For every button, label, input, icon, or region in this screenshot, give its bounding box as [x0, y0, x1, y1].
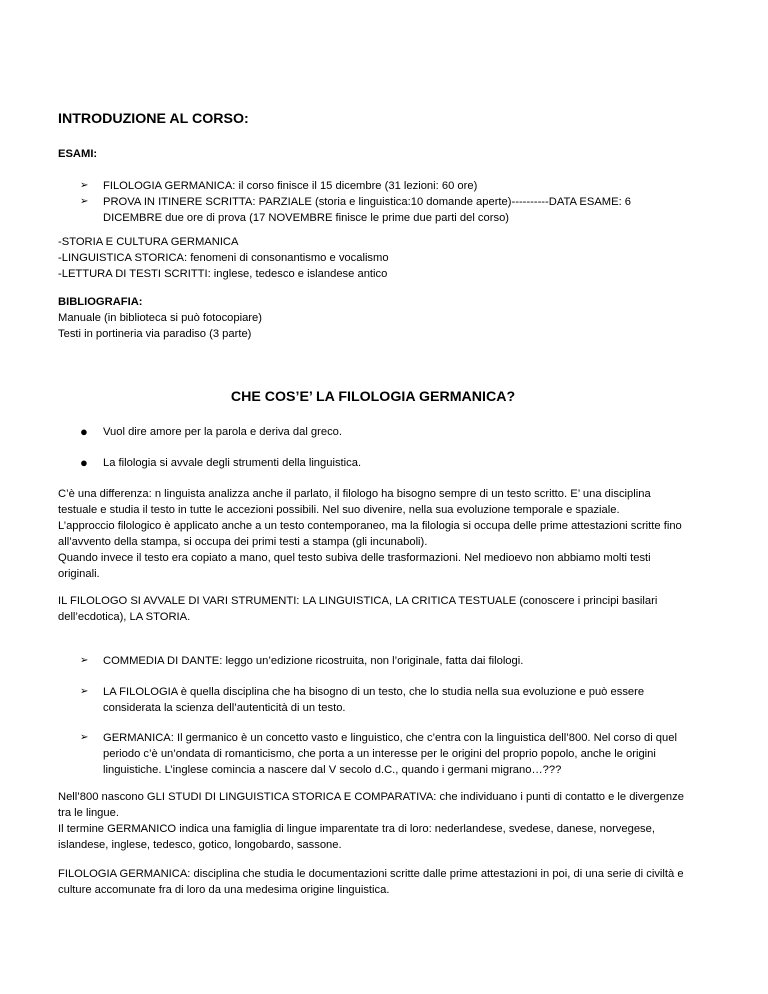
list-item-text: FILOLOGIA GERMANICA: il corso finisce il 15 dicembre (31 lezioni: 60 ore) — [103, 180, 478, 192]
list-item — [80, 730, 680, 778]
list-item-text: COMMEDIA DI DANTE: leggo un’edizione ricostruita, non l’originale, fatta dai filologi. — [103, 655, 524, 667]
arrow-bullet-icon: ➢ — [80, 655, 89, 666]
esami-label: ESAMI: — [58, 148, 98, 160]
arrow-bullet-icon: ➢ — [80, 196, 89, 207]
paragraph-line: Nell’800 nascono GLI STUDI DI LINGUISTICA STORICA E COMPARATIVA: che individuano i punti di contatto e le divergenze tra le lingue. — [58, 791, 684, 819]
bullet-list — [80, 455, 680, 471]
paragraph-line: FILOLOGIA GERMANICA: disciplina che studia le documentazioni scritte dalle prime attestazioni in poi, di una serie di civiltà e culture accomunate fra di loro da una medesima origine linguistica. — [58, 868, 684, 896]
list-item-text: Vuol dire amore per la parola e deriva dal greco. — [103, 426, 343, 438]
list-item — [80, 653, 680, 669]
paragraph-line: Il termine GERMANICO indica una famiglia di lingue imparentate tra di loro: nederlandese, svedese, danese, norvegese, islandese, inglese, tedesco, gotico, longobardo, sassone. — [58, 823, 655, 851]
arrow-list-filologia — [80, 684, 680, 716]
bullet-icon: ● — [80, 455, 88, 470]
paragraph-differenza — [58, 486, 688, 582]
arrow-bullet-icon: ➢ — [80, 180, 89, 191]
list-item-text: LA FILOLOGIA è quella disciplina che ha bisogno di un testo, che lo studia nella sua evoluzione e può essere considerata la scienza dell’autenticità di un testo. — [103, 686, 645, 714]
bibliografia-line: Testi in portineria via paradiso (3 parte) — [58, 328, 252, 340]
topic-line: -LETTURA DI TESTI SCRITTI: inglese, tedesco e islandese antico — [58, 268, 388, 280]
paragraph-line: L’approccio filologico è applicato anche a un testo contemporaneo, ma la filologia si occupa delle prime attestazioni scritte fino all’avvento della stampa, si occupa dei primi testi a stampa (gli incunaboli). — [58, 520, 682, 548]
list-item — [80, 424, 680, 440]
list-item — [80, 684, 680, 716]
paragraph-line: IL FILOLOGO SI AVVALE DI VARI STRUMENTI: LA LINGUISTICA, LA CRITICA TESTUALE (conoscere i principi basilari dell’ecdotica), LA STORIA. — [58, 595, 658, 623]
bibliografia-line: Manuale (in biblioteca si può fotocopiare) — [58, 312, 262, 324]
list-item-text: PROVA IN ITINERE SCRITTA: PARZIALE (storia e linguistica:10 domande aperte)----------DATA ESAME: 6 DICEMBRE due ore di prova (17 NOVEMBRE finisce le prime due parti del corso) — [103, 196, 632, 224]
arrow-list-filologia — [80, 730, 680, 778]
arrow-list-filologia — [80, 653, 680, 669]
list-item — [80, 194, 680, 226]
paragraph-800 — [58, 789, 688, 853]
list-item-text: GERMANICA: Il germanico è un concetto vasto e linguistico, che c’entra con la linguistica dell’800. Nel corso di quel periodo c’è un’ondata di romanticismo, che porta a un interesse per le origini del proprio popolo, anche le origini linguistiche. L’inglese comincia a nascere dal V secolo d.C., quando i germani migrano…??? — [103, 732, 677, 776]
list-item — [80, 455, 680, 471]
topic-line: -LINGUISTICA STORICA: fenomeni di consonantismo e vocalismo — [58, 252, 389, 264]
bullet-icon: ● — [80, 424, 88, 439]
paragraph-line: C’è una differenza: n linguista analizza anche il parlato, il filologo ha bisogno sempre di un testo scritto. E’ una disciplina testuale e studia il testo in tutte le accezioni possibili. Nel suo divenire, nella sua evoluzione temporale e spaziale. — [58, 488, 651, 516]
heading-intro: INTRODUZIONE AL CORSO: — [58, 111, 249, 127]
list-item-text: La filologia si avvale degli strumenti della linguistica. — [103, 457, 362, 469]
paragraph-definizione — [58, 866, 688, 898]
bibliografia-block — [58, 294, 688, 342]
paragraph-line: Quando invece il testo era copiato a mano, quel testo subiva delle trasformazioni. Nel medioevo non abbiamo molti testi originali. — [58, 552, 651, 580]
topics-block — [58, 234, 688, 282]
bullet-list — [80, 424, 680, 440]
arrow-bullet-icon: ➢ — [80, 686, 89, 697]
paragraph-strumenti — [58, 593, 688, 625]
esami-list — [80, 178, 680, 226]
bibliografia-label: BIBLIOGRAFIA: — [58, 296, 143, 308]
list-item — [80, 178, 680, 194]
topic-line: -STORIA E CULTURA GERMANICA — [58, 236, 239, 248]
arrow-bullet-icon: ➢ — [80, 732, 89, 743]
heading-filologia: CHE COS’E’ LA FILOLOGIA GERMANICA? — [230, 389, 516, 405]
